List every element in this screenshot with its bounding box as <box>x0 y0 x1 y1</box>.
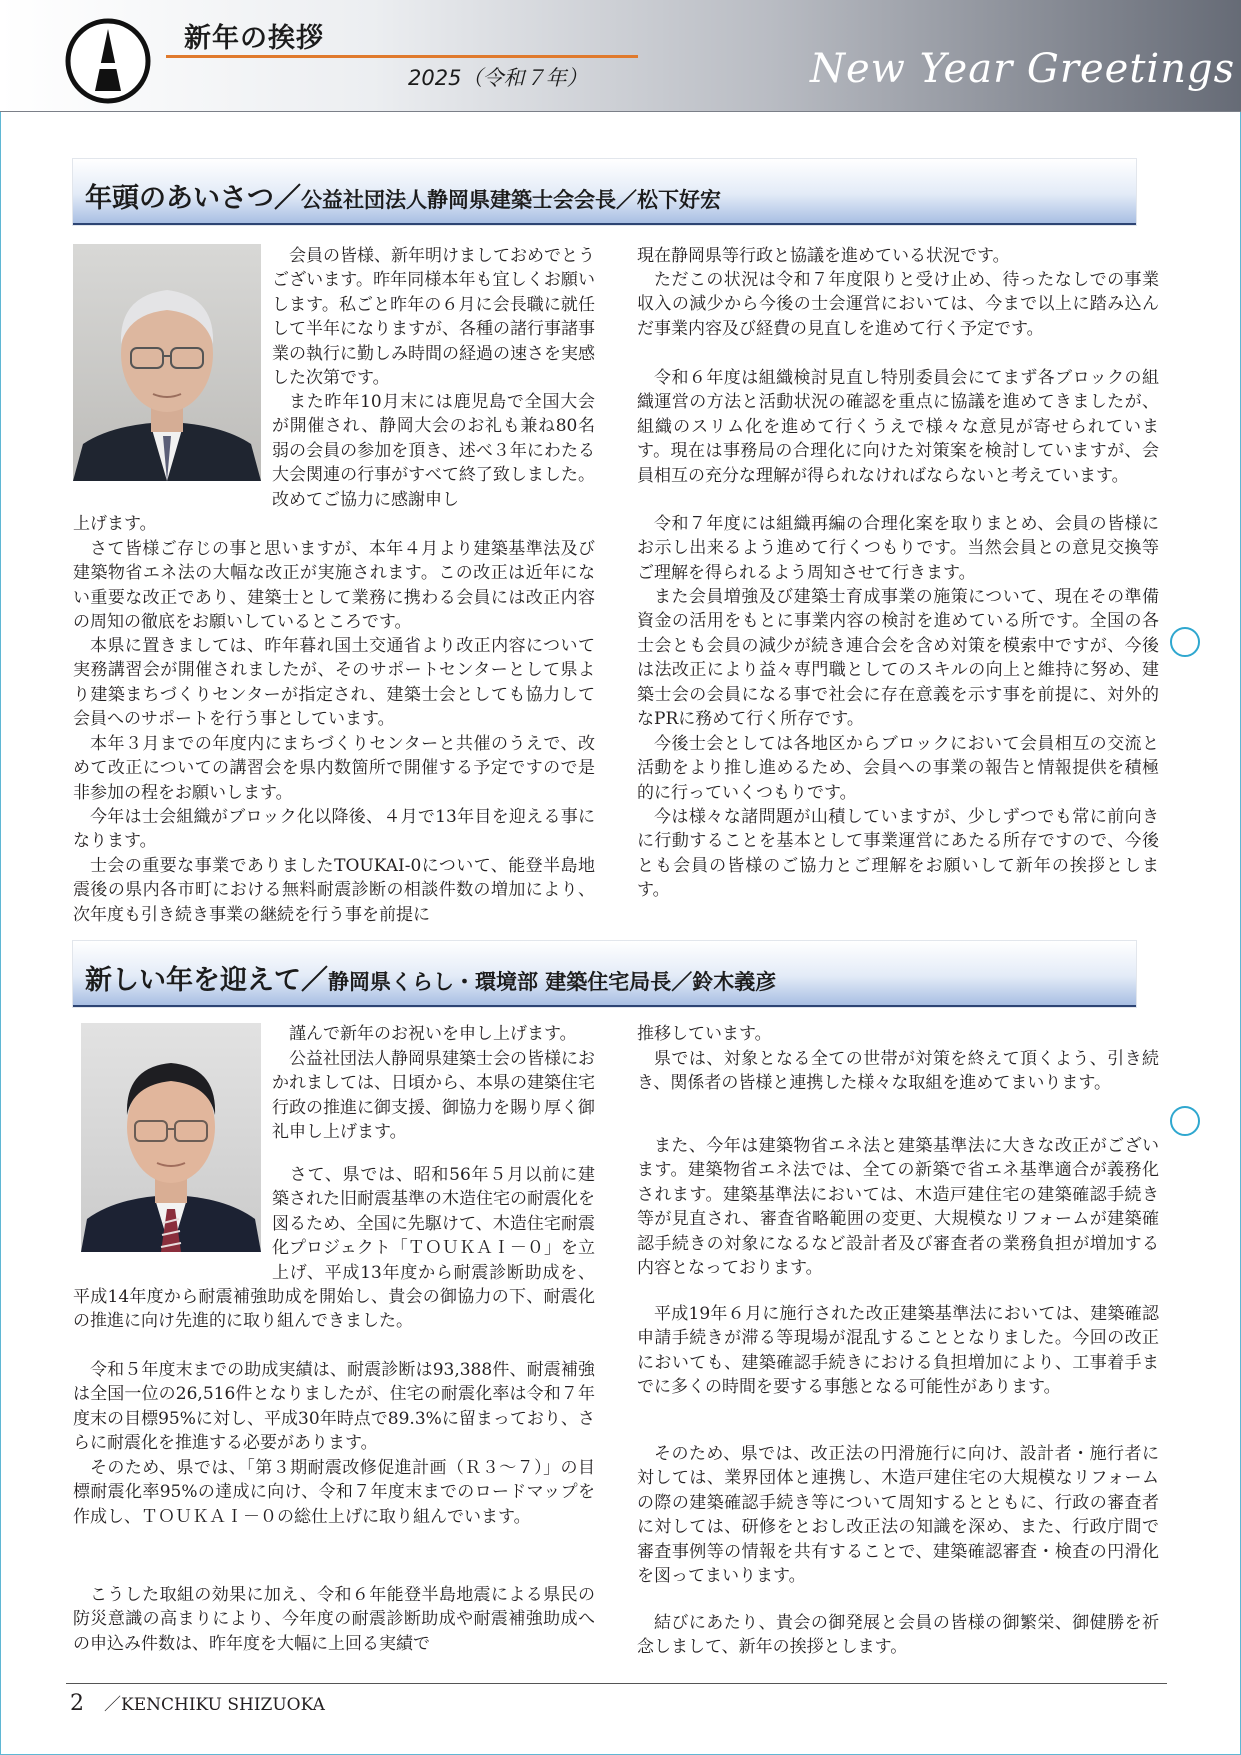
section2-paragraph: 公益社団法人静岡県建築士会の皆様におかれましては、日頃から、本県の建築住宅行政の推進に御支援、御協力を賜り厚く御礼申し上げます。 <box>272 1049 595 1143</box>
section1-paragraph: さて皆様ご存じの事と思いますが、本年４月より建築基準法及び建築物省エネ法の大幅な改正が実施されます。この改正は近年にない重要な改正であり、建築士として業務に携わる会員には改正内容の周知の徹底をお願いしているところです。 <box>73 539 595 633</box>
section1-paragraph: 会員の皆様、新年明けましておめでとうございます。昨年同様本年も宜しくお願いします。私ごと昨年の６月に会長職に就任して半年になりますが、各種の諸行事諸事業の執行に勤しみ時間の経過の速さを実感した次第です。 <box>272 246 595 389</box>
header-english-title: New Year Greetings <box>810 46 1236 92</box>
section1-paragraph: 令和６年度は組織検討見直し特別委員会にてまず各ブロックの組織運営の方法と活動状況の確認を重点に協議を進めてきましたが、組織のスリム化を進めて行くうえで様々な意見が寄せられています。現在は事務局の合理化に向けた対策案を検討していますが、会員相互の充分な理解が得られなければならないと考えています。 <box>637 368 1159 486</box>
section1-paragraph: 本年３月までの年度内にまちづくりセンターと共催のうえで、改めて改正についての講習会を県内数箇所で開催する予定ですので是非参加の程をお願いします。 <box>73 734 595 803</box>
section1-paragraph: 令和７年度には組織再編の合理化案を取りまとめ、会員の皆様にお示し出来るよう進めて行くつもりです。当然会員との意見交換等ご理解を得られるよう周知させて行きます。 <box>637 514 1159 583</box>
section2-paragraph: そのため、県では、改正法の円滑施行に向け、設計者・施行者に対しては、業界団体と連携し、木造戸建住宅の大規模なリフォームの際の建築確認手続き等について周知するとともに、行政の審査者に対しては、研修をとおし改正法の知識を深め、また、行政庁間で審査事例等の情報を共有することで、建築確認審査・検査の円滑化を図ってまいります。 <box>637 1444 1159 1587</box>
section1-paragraph: 今は様々な諸問題が山積していますが、少しずつでも常に前向きに行動することを基本として事業運営にあたる所存ですので、今後とも会員の皆様のご協力とご理解をお願いして新年の挨拶とします。 <box>637 807 1159 901</box>
section1-paragraph: 現在静岡県等行政と協議を進めている状況です。 <box>637 246 1010 266</box>
section1-paragraph: また昨年10月末には鹿児島で全国大会が開催され、静岡大会のお礼も兼ね80名弱の会員の参加を頂き、述べ３年にわたる大会関連の行事がすべて終了致しました。改めてご協力に感謝申し <box>272 392 595 510</box>
margin-circle-marker <box>1170 627 1200 657</box>
section1-paragraph: また会員増強及び建築士育成事業の施策について、現在その準備資金の活用をもとに事業内容の検討を進めている所です。全国の各士会とも会員の減少が続き連合会を含め対策を模索中ですが、今後は法改正により益々専門職としてのスキルの向上と維持に努め、建築士会の会員になる事で社会に存在意義を示す事を前提に、対外的なPRに務めて行く所存です。 <box>637 587 1159 730</box>
section1-portrait-photo <box>73 244 261 481</box>
section2-separator: ／ <box>301 965 328 996</box>
section1-paragraph: 本県に置きましては、昨年暮れ国土交通省より改正内容について実務講習会が開催されましたが、そのサポートセンターとして県より建築まちづくりセンターが指定され、建築士会としても協力して会員へのサポートを行う事としています。 <box>73 636 595 730</box>
section2-paragraph: こうした取組の効果に加え、令和６年能登半島地震による県民の防災意識の高まりにより、今年度の耐震診断助成や耐震補強助成への申込み件数は、昨年度を大幅に上回る実績で <box>73 1585 595 1654</box>
page-footer <box>70 1690 325 1716</box>
section2-paragraph: 謹んで新年のお祝いを申し上げます。 <box>289 1024 577 1044</box>
section2-title: 新しい年を迎えて <box>85 965 301 996</box>
section1-heading <box>73 159 1136 225</box>
section2-paragraph-text: さて、県では、昭和56年５月以前に建築された旧耐震基準の木造住宅の耐震化を図るため、全国に先駆けて、木造住宅耐震化プロジェクト「ＴＯＵＫＡＩ－０」を立上げ、平成13年度から耐震診断助成を、平成14年度から耐震補強助成を開始し、貴会の御協力の下、耐震化の推進に向け先進的に取り組んできました。 <box>73 1165 595 1332</box>
section2-subtitle: 静岡県くらし・環境部 建築住宅局長／鈴木義彦 <box>328 970 777 994</box>
section2-paragraph: また、今年は建築物省エネ法と建築基準法に大きな改正がございます。建築物省エネ法では、全ての新築で省エネ基準適合が義務化されます。建築基準法においては、木造戸建住宅の建築確認手続き等が見直され、審査省略範囲の変更、大規模なリフォームが建築確認手続きの対象になるなど設計者及び審査者の業務負担が増加する内容となっております。 <box>637 1136 1159 1279</box>
section2-paragraph: 県では、対象となる全ての世帯が対策を終えて頂くよう、引き続き、関係者の皆様と連携した様々な取組を進めてまいります。 <box>637 1049 1159 1094</box>
margin-circle-marker <box>1170 1106 1200 1136</box>
section2-paragraph: 平成19年６月に施行された改正建築基準法においては、建築確認申請手続きが滞る等現場が混乱することとなりました。今回の改正においても、建築確認手続きにおける負担増加により、工事着手までに多くの時間を要する事態となる可能性があります。 <box>637 1304 1159 1398</box>
section1-paragraph: 上げます。 <box>73 514 157 534</box>
section2-paragraph: 令和５年度末までの助成実績は、耐震診断は93,388件、耐震補強は全国一位の26,516件となりましたが、住宅の耐震化率は令和７年度末の目標95%に対し、平成30年時点で89.3%に留まっており、さらに耐震化を推進する必要があります。 <box>73 1360 595 1454</box>
header-date: 2025（令和７年） <box>408 66 588 90</box>
page-header <box>0 0 1241 112</box>
section2-paragraph: そのため、県では、「第３期耐震改修促進計画（Ｒ３～７）」の目標耐震化率95%の達成に向け、令和７年度末までのロードマップを作成し、ＴＯＵＫＡＩ－０の総仕上げに取り組んでいます。 <box>73 1458 595 1527</box>
section1-paragraph: 士会の重要な事業でありましたTOUKAI-0について、能登半島地震後の県内各市町における無料耐震診断の相談件数の増加により、次年度も引き続き事業の継続を行う事を前提に <box>73 856 595 925</box>
section1-title: 年頭のあいさつ <box>85 183 274 214</box>
section1-separator: ／ <box>274 183 301 214</box>
section2-paragraph <box>73 1163 595 1334</box>
section2-paragraph: 推移しています。 <box>637 1024 772 1044</box>
section1-paragraph: 今年は士会組織がブロック化以降後、４月で13年目を迎える事になります。 <box>73 807 595 852</box>
header-underline <box>166 55 638 58</box>
section1-paragraph: ただこの状況は令和７年度限りと受け止め、待ったなしでの事業収入の減少から今後の士会運営においては、今まで以上に踏み込んだ事業内容及び経費の見直しを進めて行く予定です。 <box>637 270 1159 339</box>
header-title: 新年の挨拶 <box>184 23 324 54</box>
page-number: 2 <box>70 1691 84 1716</box>
architecture-logo-icon <box>64 17 152 105</box>
section2-heading <box>73 941 1136 1007</box>
section1-paragraph: 今後士会としては各地区からブロックにおいて会員相互の交流と活動をより推し進めるため、会員への事業の報告と情報提供を積極的に行っていくつもりです。 <box>637 734 1159 803</box>
magazine-name: ／KENCHIKU SHIZUOKA <box>104 1695 325 1715</box>
footer-rule <box>66 1683 1167 1684</box>
section1-subtitle: 公益社団法人静岡県建築士会会長／松下好宏 <box>301 188 721 212</box>
section2-paragraph: 結びにあたり、貴会の御発展と会員の皆様の御繁栄、御健勝を祈念しまして、新年の挨拶とします。 <box>637 1613 1159 1658</box>
